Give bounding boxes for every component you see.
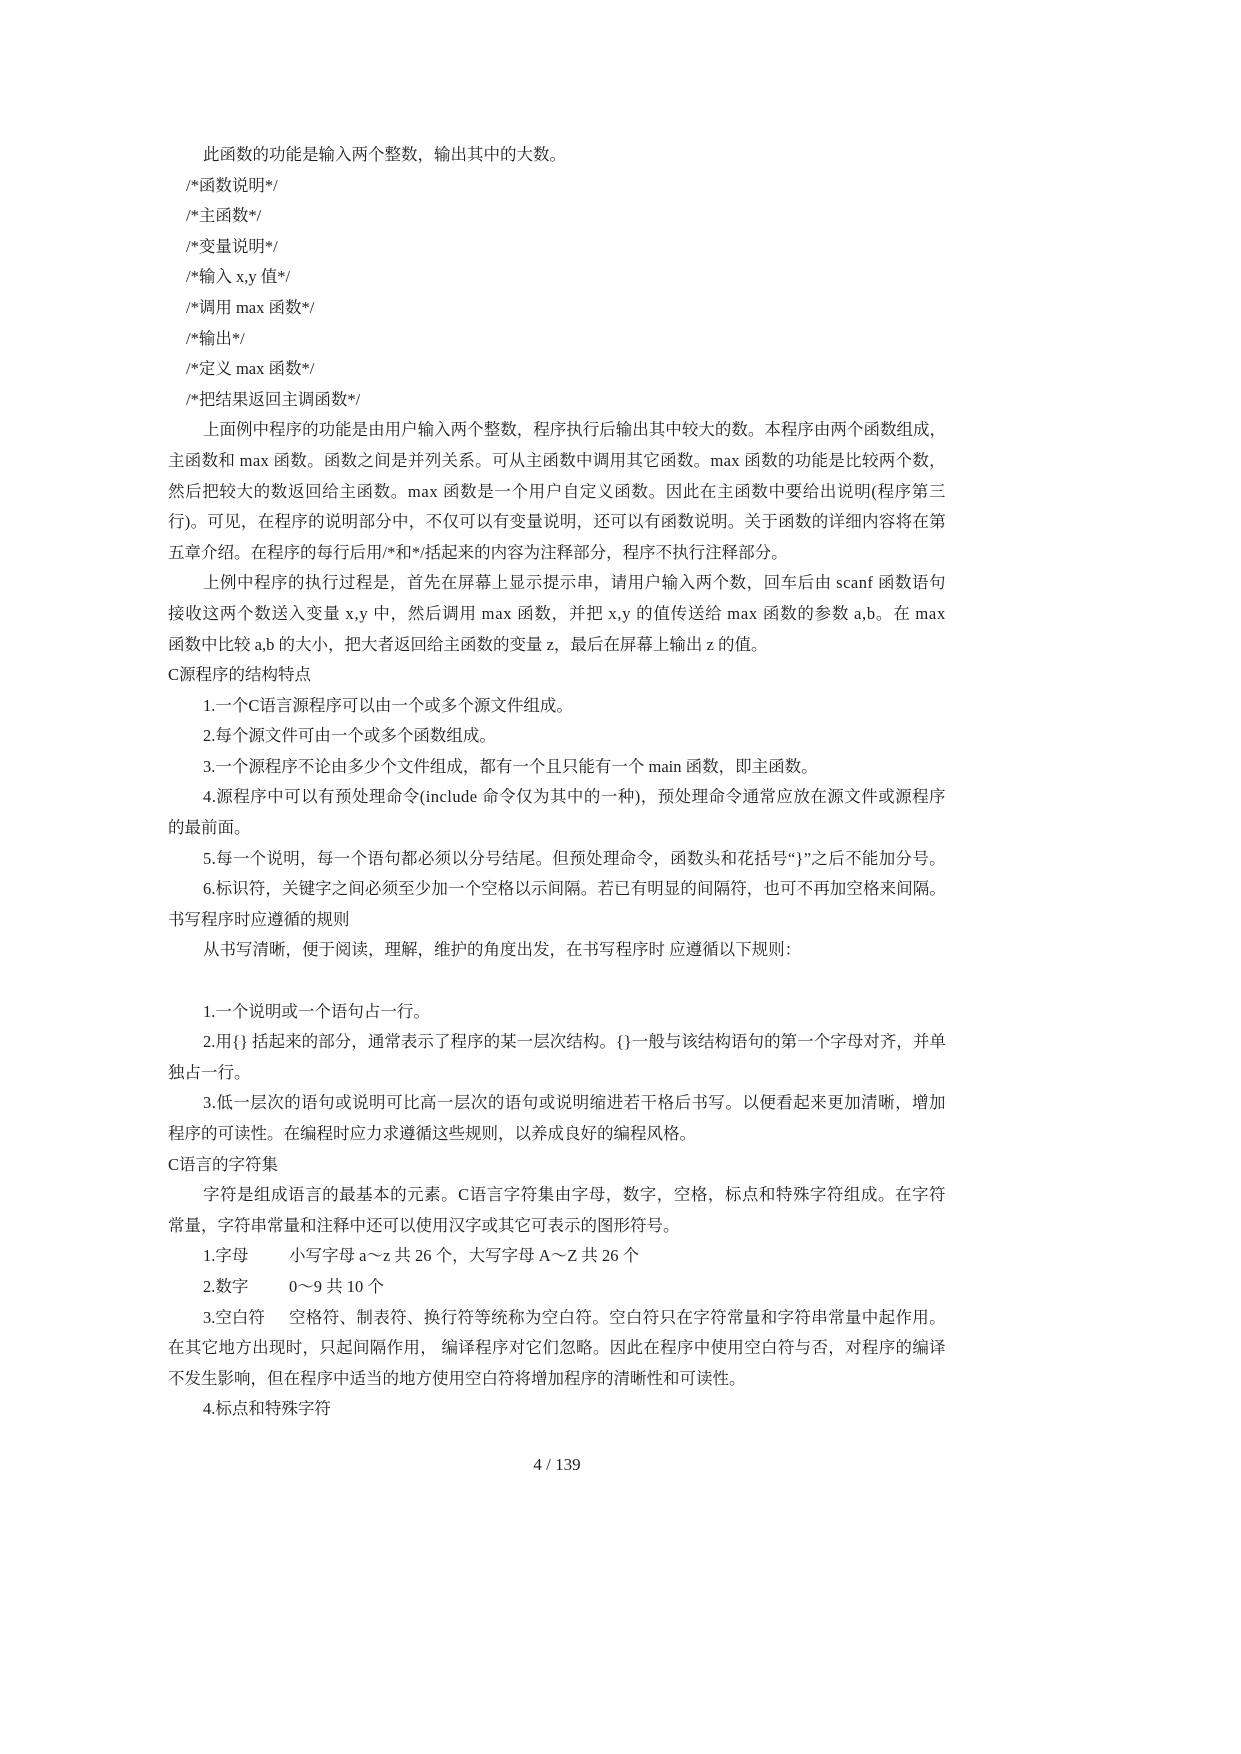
- section-heading: 书写程序时应遵循的规则: [168, 909, 350, 929]
- paragraph-line: 上面例中程序的功能是由用户输入两个整数，程序执行后输出其中较大的数。本程序由两个函数组成，: [203, 420, 946, 440]
- section-intro: 从书写清晰，便于阅读，理解，维护的角度出发，在书写程序时 应遵循以下规则：: [203, 940, 802, 960]
- explanation-paragraph: [168, 415, 946, 568]
- code-comment: /*调用 max 函数*/: [186, 297, 315, 317]
- paragraph-line: 五章介绍。在程序的每行后用/*和*/括起来的内容为注释部分，程序不执行注释部分。: [168, 542, 788, 562]
- charset-item-label: 1.字母: [203, 1246, 249, 1266]
- charset-item-text: 在其它地方出现时，只起间隔作用， 编译程序对它们忽略。因此在程序中使用空白符与否，对程序的编译: [168, 1338, 946, 1358]
- charset-item: [168, 1303, 946, 1334]
- list-item-line: 4.源程序中可以有预处理命令(include 命令仅为其中的一种)，预处理命令通常应放在源文件或源程序: [203, 787, 946, 807]
- code-comment: /*变量说明*/: [186, 236, 278, 256]
- page-number: 4 / 139: [533, 1455, 581, 1474]
- charset-item-label: 2.数字: [203, 1276, 249, 1296]
- intro-line: 此函数的功能是输入两个整数，输出其中的大数。: [203, 145, 566, 164]
- list-item-line: 1.一个C语言源程序可以由一个或多个源文件组成。: [203, 695, 573, 715]
- rules-list: [168, 997, 946, 1150]
- paragraph-line: 接收这两个数送入变量 x,y 中，然后调用 max 函数，并把 x,y 的值传送给 max 函数的参数 a,b。在 max: [168, 603, 946, 623]
- paragraph-line: 然后把较大的数返回给主函数。max 函数是一个用户自定义函数。因此在主函数中要给出说明(程序第三: [168, 481, 946, 501]
- page-body: [168, 140, 946, 1425]
- list-item-line: 独占一行。: [168, 1062, 251, 1082]
- code-comment: /*定义 max 函数*/: [186, 359, 315, 379]
- list-item-line: 2.用{} 括起来的部分，通常表示了程序的某一层次结构。{}一般与该结构语句的第一个字母对齐，并单: [203, 1032, 946, 1052]
- code-comment: /*把结果返回主调函数*/: [186, 389, 361, 409]
- charset-item: [168, 1272, 946, 1303]
- list-item-line: 3.低一层次的语句或说明可比高一层次的语句或说明缩进若干格后书写。以便看起来更加清晰，增加: [203, 1093, 946, 1113]
- list-item-line: 5.每一个说明，每一个语句都必须以分号结尾。但预处理命令，函数头和花括号“}”之后不能加分号。: [203, 848, 946, 868]
- code-comment: /*输入 x,y 值*/: [186, 267, 291, 287]
- section-heading: C源程序的结构特点: [168, 665, 312, 685]
- code-comment: /*函数说明*/: [186, 175, 278, 195]
- code-comment: /*主函数*/: [186, 206, 262, 226]
- execution-paragraph: [168, 568, 946, 660]
- charset-item-text: 0～9 共 10 个: [289, 1276, 384, 1296]
- charset-item-text: 不发生影响，但在程序中适当的地方使用空白符将增加程序的清晰性和可读性。: [168, 1368, 746, 1388]
- paragraph-line: 函数中比较 a,b 的大小，把大者返回给主函数的变量 z，最后在屏幕上输出 z 的值。: [168, 634, 768, 654]
- paragraph-line: 常量，字符串常量和注释中还可以使用汉字或其它可表示的图形符号。: [168, 1215, 680, 1235]
- list-item-line: 的最前面。: [168, 818, 251, 838]
- charset-item-label: 3.空白符: [203, 1307, 265, 1327]
- charset-intro-paragraph: [168, 1180, 946, 1241]
- list-item-line: 程序的可读性。在编程时应力求遵循这些规则，以养成良好的编程风格。: [168, 1124, 696, 1143]
- charset-item-text: 空格符、制表符、换行符等统称为空白符。空白符只在字符常量和字符串常量中起作用。: [289, 1307, 946, 1327]
- code-comment-list: [168, 171, 946, 416]
- section-heading: C语言的字符集: [168, 1154, 279, 1174]
- paragraph-line: 行)。可见，在程序的说明部分中，不仅可以有变量说明，还可以有函数说明。关于函数的详细内容将在第: [168, 512, 946, 532]
- charset-list: [168, 1241, 946, 1425]
- paragraph-line: 上例中程序的执行过程是，首先在屏幕上显示提示串，请用户输入两个数，回车后由 scanf 函数语句: [203, 573, 946, 593]
- structure-list: [168, 691, 946, 905]
- charset-item-label: 4.标点和特殊字符: [203, 1399, 331, 1419]
- charset-item: [168, 1394, 946, 1425]
- charset-item: [168, 1241, 946, 1272]
- list-item-line: 3.一个源程序不论由多少个文件组成，都有一个且只能有一个 main 函数，即主函数。: [203, 756, 818, 776]
- list-item-line: 2.每个源文件可由一个或多个函数组成。: [203, 726, 496, 746]
- code-comment: /*输出*/: [186, 328, 245, 348]
- blank-line: [168, 966, 946, 997]
- list-item-line: 6.标识符，关键字之间必须至少加一个空格以示间隔。若已有明显的间隔符，也可不再加空格来间隔。: [203, 879, 946, 899]
- paragraph-line: 字符是组成语言的最基本的元素。C语言字符集由字母，数字，空格，标点和特殊字符组成。在字符: [203, 1185, 946, 1205]
- charset-item-text: 小写字母 a～z 共 26 个，大写字母 A～Z 共 26 个: [289, 1246, 640, 1266]
- list-item-line: 1.一个说明或一个语句占一行。: [203, 1001, 430, 1021]
- paragraph-line: 主函数和 max 函数。函数之间是并列关系。可从主函数中调用其它函数。max 函数的功能是比较两个数，: [168, 450, 946, 470]
